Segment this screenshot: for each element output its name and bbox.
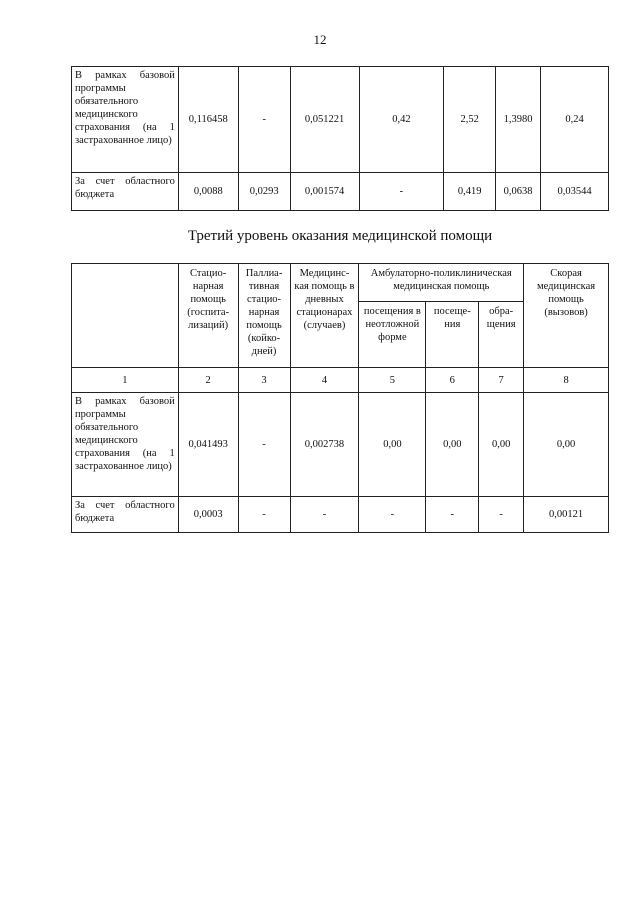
header-day-hospital: Медицинс-кая помощь в дневных стационарах (случаев) [290,264,359,368]
table-row [72,393,609,497]
cell: 0,0088 [178,173,238,211]
column-number: 4 [290,368,359,393]
cell: 0,00121 [524,497,609,533]
cell: 0,001574 [290,173,359,211]
header-urgent-visits: посещения в неотложной форме [359,302,426,368]
cell: 0,00 [524,393,609,497]
column-number: 3 [238,368,290,393]
header-visits: посеще-ния [426,302,479,368]
column-number: 7 [479,368,524,393]
header-row [72,264,609,302]
cell: 0,0638 [496,173,541,211]
cell: - [238,67,290,173]
cell: - [426,497,479,533]
cell: 0,00 [359,393,426,497]
section-title: Третий уровень оказания медицинской помощи [187,228,493,244]
column-number: 2 [178,368,238,393]
cell: 0,42 [359,67,444,173]
header-emergency: Скорая медицинская помощь (вызовов) [524,264,609,368]
cell: 0,03544 [541,173,609,211]
cell: 1,3980 [496,67,541,173]
cell: - [238,497,290,533]
column-number-row [72,368,609,393]
table-row [72,173,609,211]
cell: 0,419 [444,173,496,211]
row-label: За счет областного бюджета [72,173,179,211]
cell: 0,116458 [178,67,238,173]
table-top [71,66,609,211]
page-number: 12 [313,32,327,47]
column-number: 5 [359,368,426,393]
cell: - [290,497,359,533]
cell: - [238,393,290,497]
cell: 0,051221 [290,67,359,173]
column-number: 1 [72,368,179,393]
table-row [72,497,609,533]
table-bottom [71,263,609,533]
cell: 0,002738 [290,393,359,497]
header-inpatient: Стацио-нарная помощь (госпита-лизаций) [178,264,238,368]
cell: 0,0293 [238,173,290,211]
cell: 0,041493 [178,393,238,497]
cell: 0,00 [426,393,479,497]
header-ambulatory: Амбулаторно-поликлиническая медицинская помощь [359,264,524,302]
header-empty [72,264,179,368]
header-appeals: обра-щения [479,302,524,368]
cell: 0,0003 [178,497,238,533]
row-label: В рамках базовой программы обязательного медицинского страхования (на 1 застрахованное лицо) [72,393,179,497]
cell: 0,24 [541,67,609,173]
header-palliative: Паллиа-тивная стацио-нарная помощь (койко-дней) [238,264,290,368]
cell: - [359,173,444,211]
column-number: 8 [524,368,609,393]
cell: - [479,497,524,533]
column-number: 6 [426,368,479,393]
table-row [72,67,609,173]
cell: 2,52 [444,67,496,173]
row-label: За счет областного бюджета [72,497,179,533]
cell: 0,00 [479,393,524,497]
cell: - [359,497,426,533]
row-label: В рамках базовой программы обязательного медицинского страхования (на 1 застрахованное лицо) [72,67,179,173]
